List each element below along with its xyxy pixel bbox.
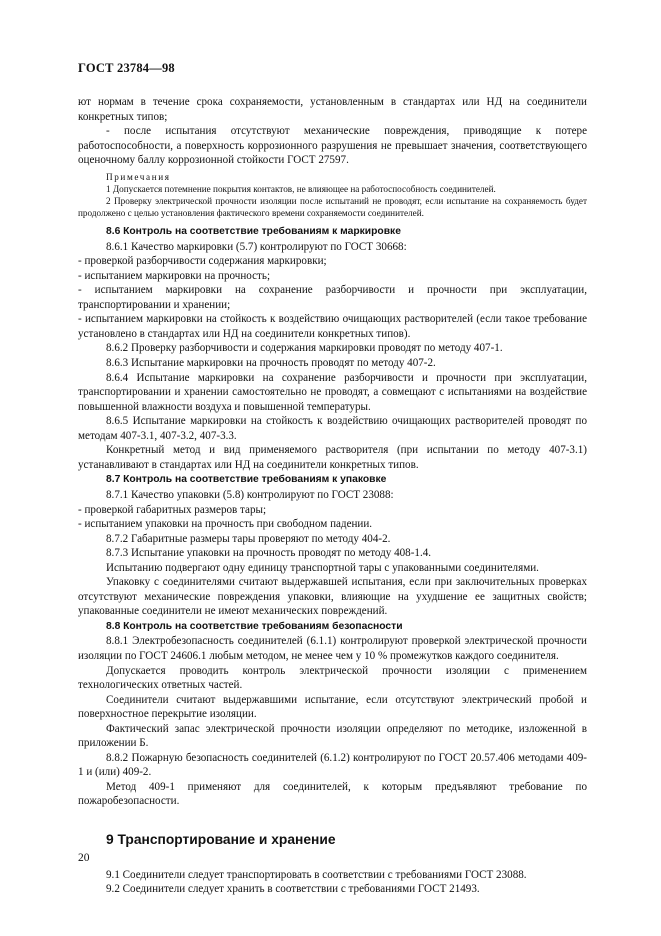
section-8-6 [78,224,587,472]
paragraph: 8.6.3 Испытание маркировки на прочность проводят по методу 407-2. [106,357,436,370]
paragraph: - после испытания отсутствуют механические повреждения, приводящие к потере работоспособности, а поверхность коррозионного разрушения не превышает значения, соответствующего оценочному баллу коррозионной стойкости ГОСТ 27597. [78,125,587,167]
paragraph: 9.1 Соединители следует транспортировать в соответствии с требованиями ГОСТ 23088. [106,868,527,881]
list-item: - испытанием упаковки на прочность при свободном падении. [78,518,373,531]
section-heading: 8.7 Контроль на соответствие требованиям к упаковке [106,474,387,486]
paragraph: 8.6.2 Проверку разборчивости и содержания маркировки проводят по методу 407-1. [106,342,503,355]
paragraph: 8.7.2 Габаритные размеры тары проверяют по методу 404-2. [106,532,391,545]
paragraph: 8.6.4 Испытание маркировки на сохранение разборчивости и прочности при эксплуатации, транспортировании и хранении самостоятельно не проводят, а совмещают с испытаниями на воздействие повышенной влажности воздуха и повышенной температуры. [78,371,587,413]
paragraph: Упаковку с соединителями считают выдержавшей испытания, если при заключительных проверках отсутствуют механические повреждения упаковки, влияющие на ухудшение ее защитных свойств; упакованные соединители не имеют механических повреждений. [78,576,587,618]
list-item: - испытанием маркировки на стойкость к воздействию очищающих растворителей (если такое требование установлено в стандартах или НД на соединители конкретных типов). [78,313,587,340]
page-content [78,95,587,897]
section-heading: 8.6 Контроль на соответствие требованиям к маркировке [106,226,401,238]
paragraph: Конкретный метод и вид применяемого растворителя (при испытании по методу 407-3.1) устанавливают в стандартах или НД на соединители конкретных типов. [78,444,587,471]
paragraph: ют нормам в течение срока сохраняемости, установленным в стандартах или НД на соединители конкретных типов; [78,96,587,123]
list-item: - испытанием маркировки на сохранение разборчивости и прочности при эксплуатации, транспортировании и хранении; [78,284,587,311]
section-heading: 8.8 Контроль на соответствие требованиям безопасности [106,620,403,632]
paragraph: Допускается проводить контроль электрической прочности изоляции с применением технологических ответных частей. [78,664,587,692]
note-item: 1 Допускается потемнение покрытия контактов, не влияющее на работоспособность соединителей. [106,184,496,195]
notes-title: Примечания [106,171,171,182]
paragraph: Соединители считают выдержавшими испытание, если отсутствуют электрический пробой и поверхностное перекрытие изоляции. [78,693,587,721]
section-8-7 [78,472,587,618]
paragraph: 8.6.5 Испытание маркировки на стойкость к воздействию очищающих растворителей проводят по методам 407-3.1, 407-3.2, 407-3.3. [78,415,587,442]
document-header: ГОСТ 23784—98 [78,61,175,75]
section-8-8 [78,619,587,809]
paragraph: 9.2 Соединители следует хранить в соответствии с требованиями ГОСТ 21493. [106,883,480,896]
list-item: - испытанием маркировки на прочность; [78,269,271,282]
notes-block [78,172,587,219]
paragraph: Испытанию подвергают одну единицу транспортной тары с упакованными соединителями. [106,561,539,574]
paragraph: 8.8.2 Пожарную безопасность соединителей (6.1.2) контролируют по ГОСТ 20.57.406 методами 409-1 и (или) 409-2. [78,751,587,779]
paragraph: Фактический запас электрической прочности изоляции определяют по методике, изложенной в приложении Б. [78,722,587,750]
paragraph: 8.7.3 Испытание упаковки на прочность проводят по методу 408-1.4. [106,547,432,560]
section-9-title: 9 Транспортирование и хранение [106,831,336,847]
paragraph: 8.8.1 Электробезопасность соединителей (6.1.1) контролируют проверкой электрической прочности изоляции по ГОСТ 24606.1 любым методом, не менее чем у 10 % промежутков каждого соединителя. [78,635,587,662]
list-item: - проверкой габаритных размеров тары; [78,503,267,516]
paragraph: 8.7.1 Качество упаковки (5.8) контролируют по ГОСТ 23088: [106,488,394,501]
list-item: - проверкой разборчивости содержания маркировки; [78,255,327,268]
page-number: 20 [78,852,90,864]
paragraph: Метод 409-1 применяют для соединителей, к которым предъявляют требование по пожаробезопасности. [78,780,587,808]
paragraph: 8.6.1 Качество маркировки (5.7) контролируют по ГОСТ 30668: [106,240,407,253]
note-item: 2 Проверку электрической прочности изоляции после испытаний не проводят, если испытание на сохраняемость будет продолжено с целью установления фактического времени сохраняемости соединителей. [78,195,587,218]
section-9 [78,868,587,897]
